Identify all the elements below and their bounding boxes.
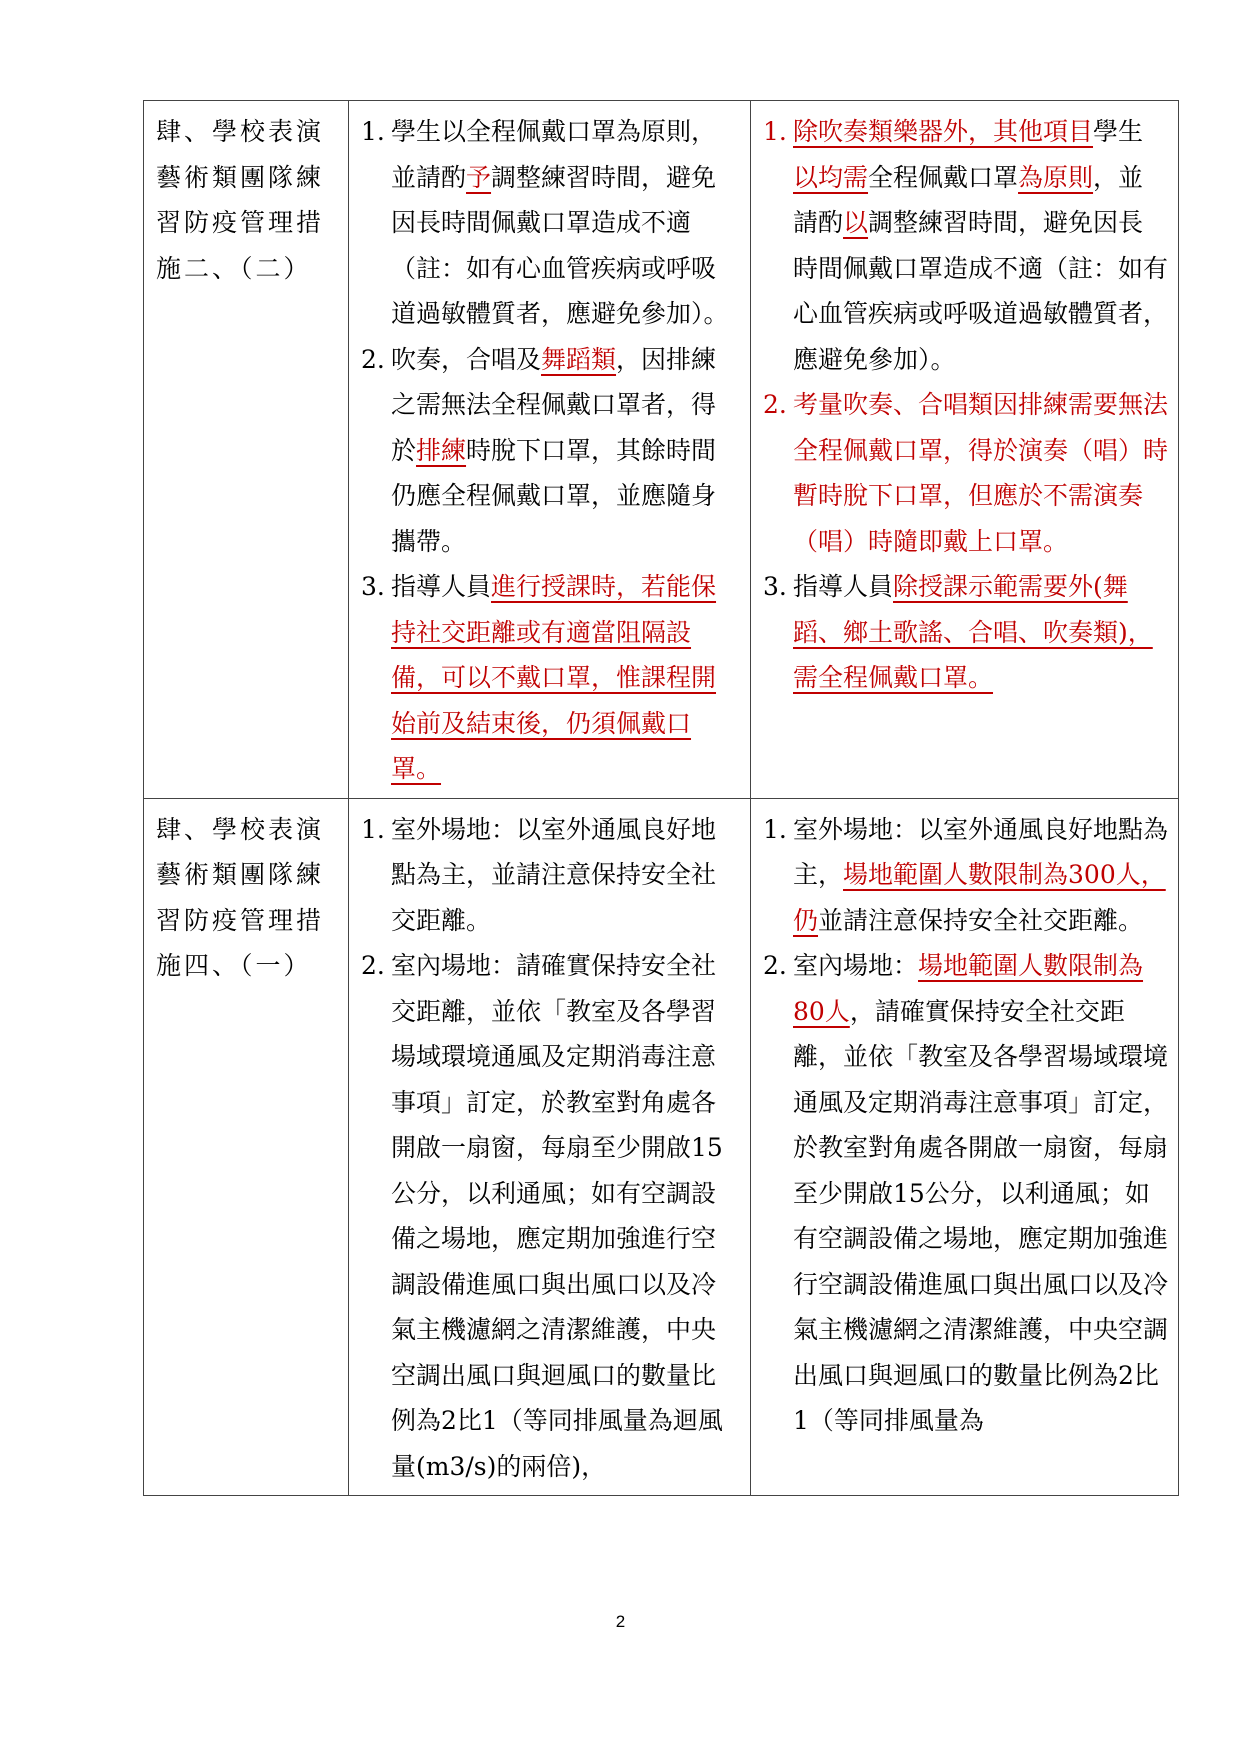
revised-list [763, 109, 1168, 701]
revised-text: 排練 [416, 435, 467, 465]
provision-label: 肆、學校表演藝術類團隊練習防疫管理措施四、（一） [156, 814, 325, 980]
item-number: 1. [361, 814, 385, 844]
list-item [763, 807, 1168, 944]
item-number: 1. [763, 117, 787, 146]
item-number: 2. [361, 951, 385, 980]
text-run: 並請注意保持安全社交距離。 [818, 905, 1144, 935]
revised-text: 除吹奏類樂器外，其他項目 [793, 117, 1094, 146]
text-run: 室外場地：以室外通風良好地點為主，並請注意保持安全社交距離。 [391, 814, 717, 935]
text-run: 學生 [1093, 117, 1144, 146]
text-run: ，請確實保持安全社交距離，並依「教室及各學習場域環境通風及定期消毒注意事項」訂定，於教室對角處各開啟一扇窗，每扇至少開啟15公分，以利通風；如有空調設備之場地，應定期加強進行空調設備進風口與出風口以及冷氣主機濾網之清潔維護，中央空調出風口與迴風口的數量比例為2比1（等同排風量為 [793, 996, 1169, 1435]
revised-text: 場地範圍人數限制為80人 [793, 951, 1144, 1026]
revised-text: 為原則 [1018, 162, 1094, 192]
item-number: 2. [763, 390, 787, 419]
text-run: ，並請酌 [793, 162, 1144, 237]
text-run: ，因排練之需無法全程佩戴口罩者，得於 [391, 344, 717, 465]
comparison-table [143, 100, 1179, 1496]
list-item [361, 109, 740, 337]
item-number: 2. [361, 344, 385, 374]
revised-list [763, 807, 1168, 1444]
list-item [361, 943, 740, 1489]
text-run: 室外場地：以室外通風良好地點為主， [793, 814, 1169, 889]
provision-label: 肆、學校表演藝術類團隊練習防疫管理措施二、（二） [156, 117, 325, 283]
item-number: 3. [763, 572, 787, 601]
item-number: 1. [763, 814, 787, 844]
original-list [361, 807, 740, 1490]
text-run: 室內場地：請確實保持安全社交距離，並依「教室及各學習場域環境通風及定期消毒注意事項」訂定，於教室對角處各開啟一扇窗，每扇至少開啟15公分，以利通風；如有空調設備之場地，應定期加強進行空調設備進風口與出風口以及冷氣主機濾網之清潔維護，中央空調出風口與迴風口的數量比例為2比1（等同排風量為迴風量(m3/s)的兩倍)， [391, 951, 723, 1481]
list-item [763, 109, 1168, 382]
text-run: 調整練習時間，避免因長時間佩戴口罩造成不適（註：如有心血管疾病或呼吸道過敏體質者，應避免參加）。 [793, 208, 1169, 374]
list-item [763, 564, 1168, 701]
original-text-cell [349, 101, 751, 799]
revised-text: 舞蹈類 [541, 344, 617, 374]
text-run: 指導人員 [793, 572, 894, 601]
list-item [763, 943, 1168, 1444]
revised-text-cell [751, 798, 1179, 1496]
item-number: 3. [361, 572, 385, 601]
revised-text: 除授課示範需要外(舞蹈、鄉土歌謠、合唱、吹奏類)，需全程佩戴口罩。 [793, 572, 1153, 692]
item-number: 1. [361, 117, 385, 146]
text-run: 全程佩戴口罩 [868, 162, 1019, 192]
list-item [361, 564, 740, 792]
original-list [361, 109, 740, 792]
revised-text: 以均需 [793, 162, 869, 192]
text-run: 學生以全程佩戴口罩為原則，並請酌 [391, 117, 717, 192]
text-run: 室內場地： [793, 951, 919, 980]
revised-text: 以 [843, 208, 869, 237]
text-run: 調整練習時間，避免因長時間佩戴口罩造成不適（註：如有心血管疾病或呼吸道過敏體質者，應避免參加）。 [391, 162, 729, 328]
comparison-table-body [144, 101, 1179, 1496]
text-run: 吹奏，合唱及 [391, 344, 542, 374]
revised-text: 場地範圍人數限制為300人，仍 [793, 860, 1166, 935]
provision-label-cell [144, 101, 349, 799]
revised-text: 考量吹奏、合唱類因排練需要無法全程佩戴口罩，得於演奏（唱）時暫時脫下口罩，但應於不需演奏（唱）時隨即戴上口罩。 [793, 390, 1169, 556]
revised-text-cell [751, 101, 1179, 799]
table-row [144, 101, 1179, 799]
table-row [144, 798, 1179, 1496]
page-number: 2 [615, 1612, 626, 1631]
text-run: 指導人員 [391, 572, 492, 601]
original-text-cell [349, 798, 751, 1496]
list-item [361, 337, 740, 565]
item-number: 2. [763, 951, 787, 980]
revised-text: 予 [466, 162, 492, 192]
list-item [361, 807, 740, 944]
revised-text: 進行授課時，若能保持社交距離或有適當阻隔設備，可以不戴口罩，惟課程開始前及結束後，仍須佩戴口罩。 [391, 572, 717, 783]
provision-label-cell [144, 798, 349, 1496]
text-run: 時脫下口罩，其餘時間仍應全程佩戴口罩，並應隨身攜帶。 [391, 435, 717, 556]
list-item [763, 382, 1168, 564]
